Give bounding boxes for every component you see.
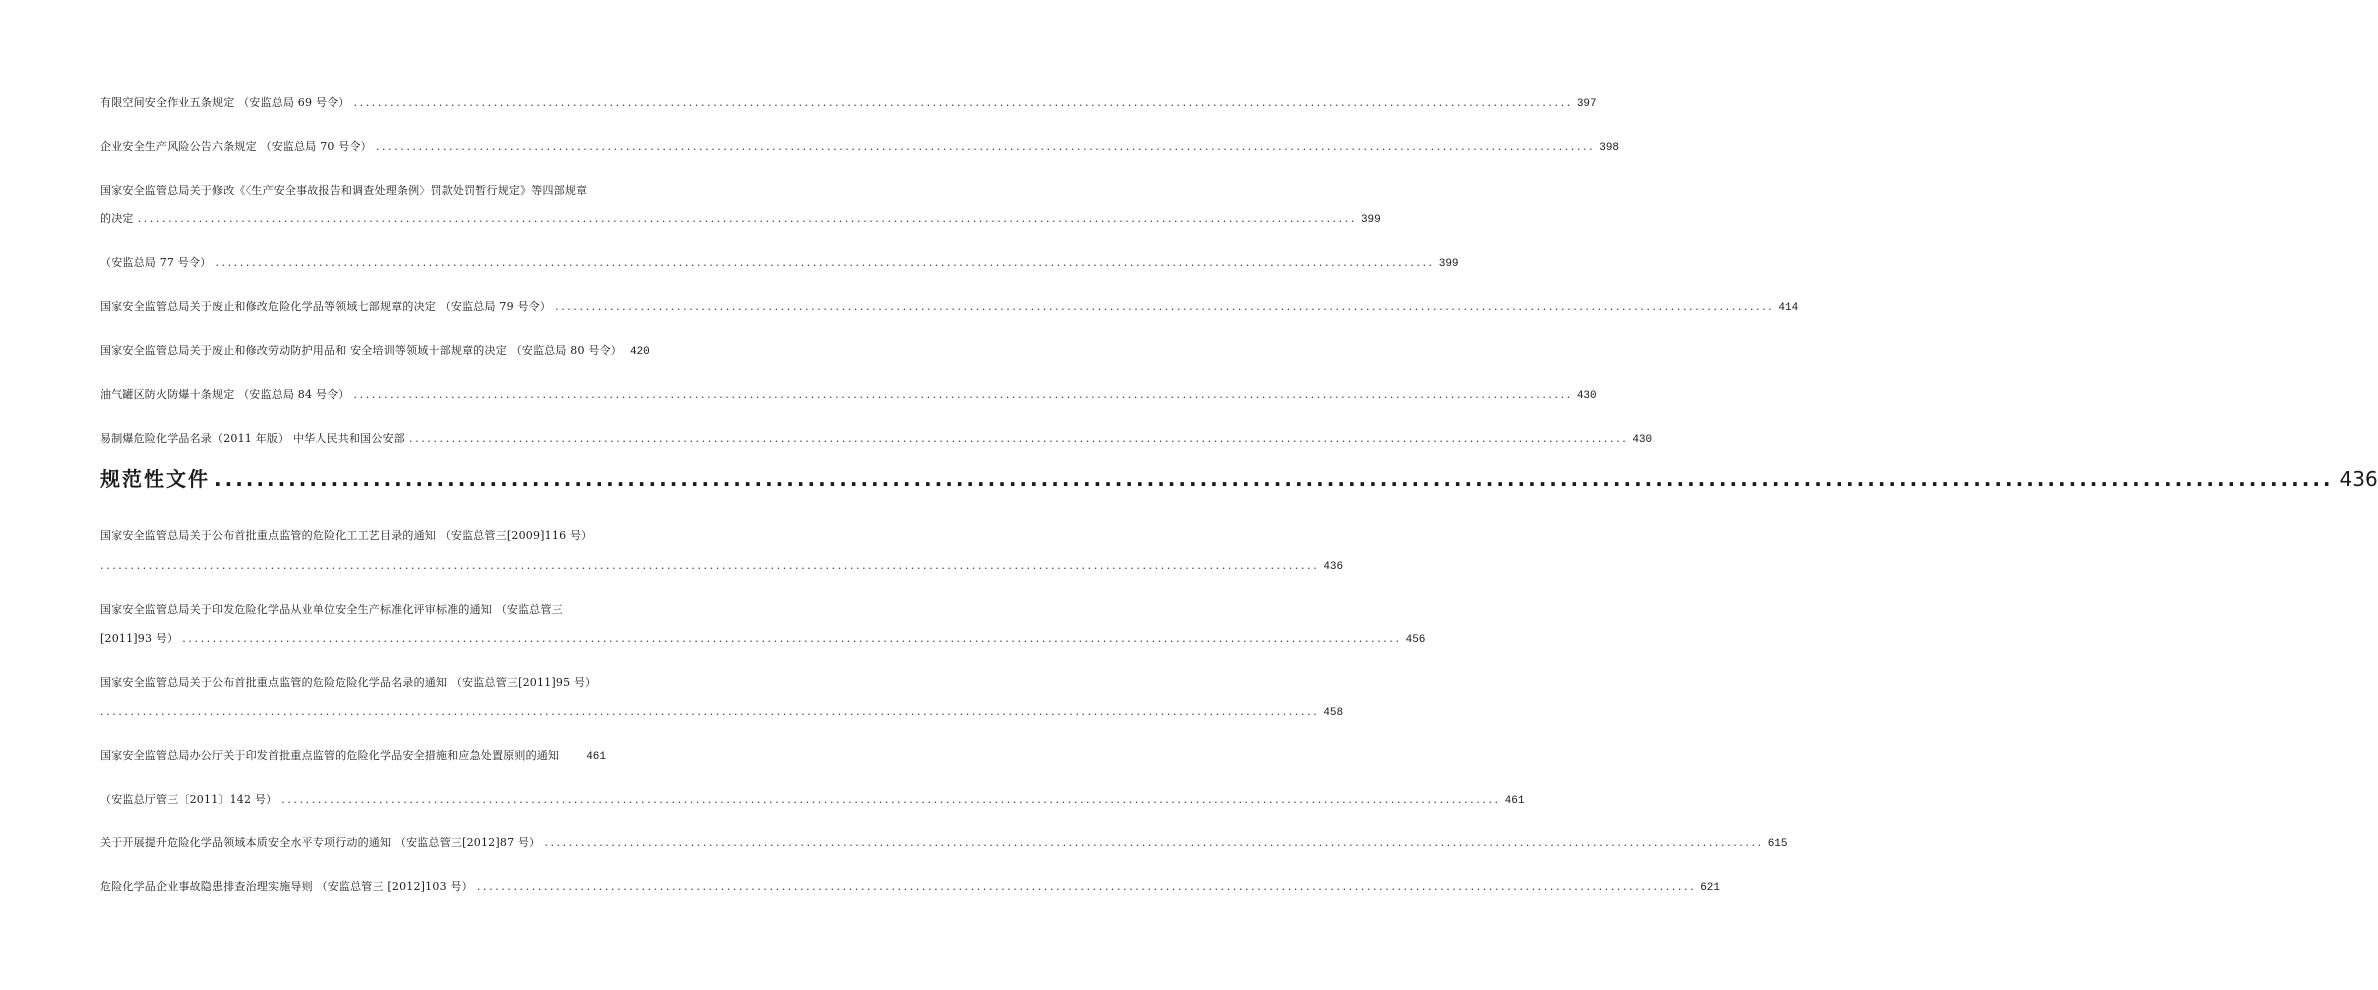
toc-entry[interactable] [100,792,1525,808]
toc-entry-page: 414 [1778,302,1799,314]
toc-entry[interactable] [100,879,1721,895]
toc-entry-line-1[interactable] [100,528,606,544]
toc-entry-page: 399 [1360,214,1381,226]
toc-entry-page: 461 [586,751,606,763]
section-page: 436 [2339,467,2378,491]
toc-entry-title: 国家安全监管总局关于废止和修改劳动防护用品和 安全培训等领域十部规章的决定 （安监总局 80 号令） [100,344,622,357]
toc-entry-title: 国家安全监管总局关于修改《〈生产安全事故报告和调查处理条例〉罚款处罚暂行规定》等四部规章 [100,184,588,197]
toc-entry-line-1[interactable] [100,602,606,618]
section-title: 规范性文件 [100,467,210,491]
toc-entry[interactable] [100,95,1597,111]
toc-entry-title: [2011]93 号） [100,632,179,645]
toc-leader-dots: ........................................................................................................................................................................................................ [353,96,1573,109]
toc-leader-dots: ........................................................................................................................................................................................................ [409,432,1629,445]
toc-leader-dots: ........................................................................................................................................................................................................ [353,388,1573,401]
toc-entry-page: 436 [1323,561,1344,573]
toc-entry-page: 420 [629,346,650,358]
toc-entry-title: （安监总局 77 号令） [100,256,212,269]
toc-entry[interactable] [100,835,1788,851]
toc-entry-title: 易制爆危险化学品名录（2011 年版） 中华人民共和国公安部 [100,432,405,445]
toc-leader-dots: ........................................................................................................................................................................................................ [555,300,1775,313]
toc-entry-title: 国家安全监管总局关于公布首批重点监管的危险化工工艺目录的通知 （安监总管三[2009]116 号） [100,529,593,542]
toc-entry-line-2[interactable] [100,558,1344,574]
toc-leader-dots: ........................................................................................................................................................................................................ [100,559,1320,572]
toc-entry-page: 458 [1323,707,1344,719]
toc-entry[interactable] [100,343,650,359]
toc-leader-dots: ........................................................................................................................................................................................................ [375,140,1596,153]
toc-entry-line-2[interactable] [100,631,1426,647]
toc-entry-line-2[interactable] [100,211,1381,227]
toc-entry-page: 398 [1599,142,1620,154]
toc-entry[interactable] [100,431,1653,447]
toc-entry-title: 国家安全监管总局关于印发危险化学品从业单位安全生产标准化评审标准的通知 （安监总管三 [100,603,563,616]
toc-section-heading[interactable] [100,463,2378,493]
toc-leader-dots: ........................................................................................................................................................................................................ [281,793,1501,806]
toc-leader-dots: ........................................................................................................................................................................................................ [182,632,1402,645]
toc-leader-dots: ........................................................................................................................................................................................................ [215,256,1435,269]
section-leader-dots: ........................................................................................................................................................................................................ [214,467,2334,491]
toc-entry[interactable] [100,255,1459,271]
toc-entry-page: 621 [1700,882,1721,894]
toc-entry-title: 关于开展提升危险化学品领域本质安全水平专项行动的通知 （安监总管三[2012]87 号） [100,836,541,849]
toc-entry-line-1[interactable] [100,183,606,199]
toc-entry[interactable] [100,748,606,764]
toc-entry-page: 456 [1405,634,1426,646]
toc-entry-page: 615 [1767,838,1788,850]
toc-entry-page: 399 [1438,258,1459,270]
toc-entry[interactable] [100,387,1597,403]
toc-entry-page: 430 [1632,434,1653,446]
toc-entry[interactable] [100,299,1799,315]
toc-entry[interactable] [100,139,1620,155]
toc-leader-dots: ........................................................................................................................................................................................................ [137,212,1357,225]
toc-entry-title: 的决定 [100,212,134,225]
toc-entry-title: 国家安全监管总局办公厅关于印发首批重点监管的危险化学品安全措施和应急处置原则的通知 [100,749,560,762]
toc-entry-page: 430 [1576,390,1597,402]
toc-entry-title: 国家安全监管总局关于公布首批重点监管的危险危险化学品名录的通知 （安监总管三[2011]95 号） [100,676,597,689]
toc-entry-page: 397 [1576,98,1597,110]
toc-entry-title: 企业安全生产风险公告六条规定 （安监总局 70 号令） [100,140,372,153]
toc-entry-line-2[interactable] [100,704,1344,720]
toc-entry-title: 国家安全监管总局关于废止和修改危险化学品等领域七部规章的决定 （安监总局 79 号令） [100,300,552,313]
toc-entry-title: （安监总厅管三〔2011〕142 号） [100,793,278,806]
toc-entry-title: 有限空间安全作业五条规定 （安监总局 69 号令） [100,96,350,109]
toc-entry-line-1[interactable] [100,675,606,691]
toc-entry-title: 油气罐区防火防爆十条规定 （安监总局 84 号令） [100,388,350,401]
toc-leader-dots: ........................................................................................................................................................................................................ [100,705,1320,718]
toc-entry-page: 461 [1504,795,1525,807]
toc-leader-dots: ........................................................................................................................................................................................................ [544,836,1764,849]
toc-leader-dots: ........................................................................................................................................................................................................ [476,880,1697,893]
toc-entry-title: 危险化学品企业事故隐患排查治理实施导则 （安监总管三 [2012]103 号） [100,880,473,893]
